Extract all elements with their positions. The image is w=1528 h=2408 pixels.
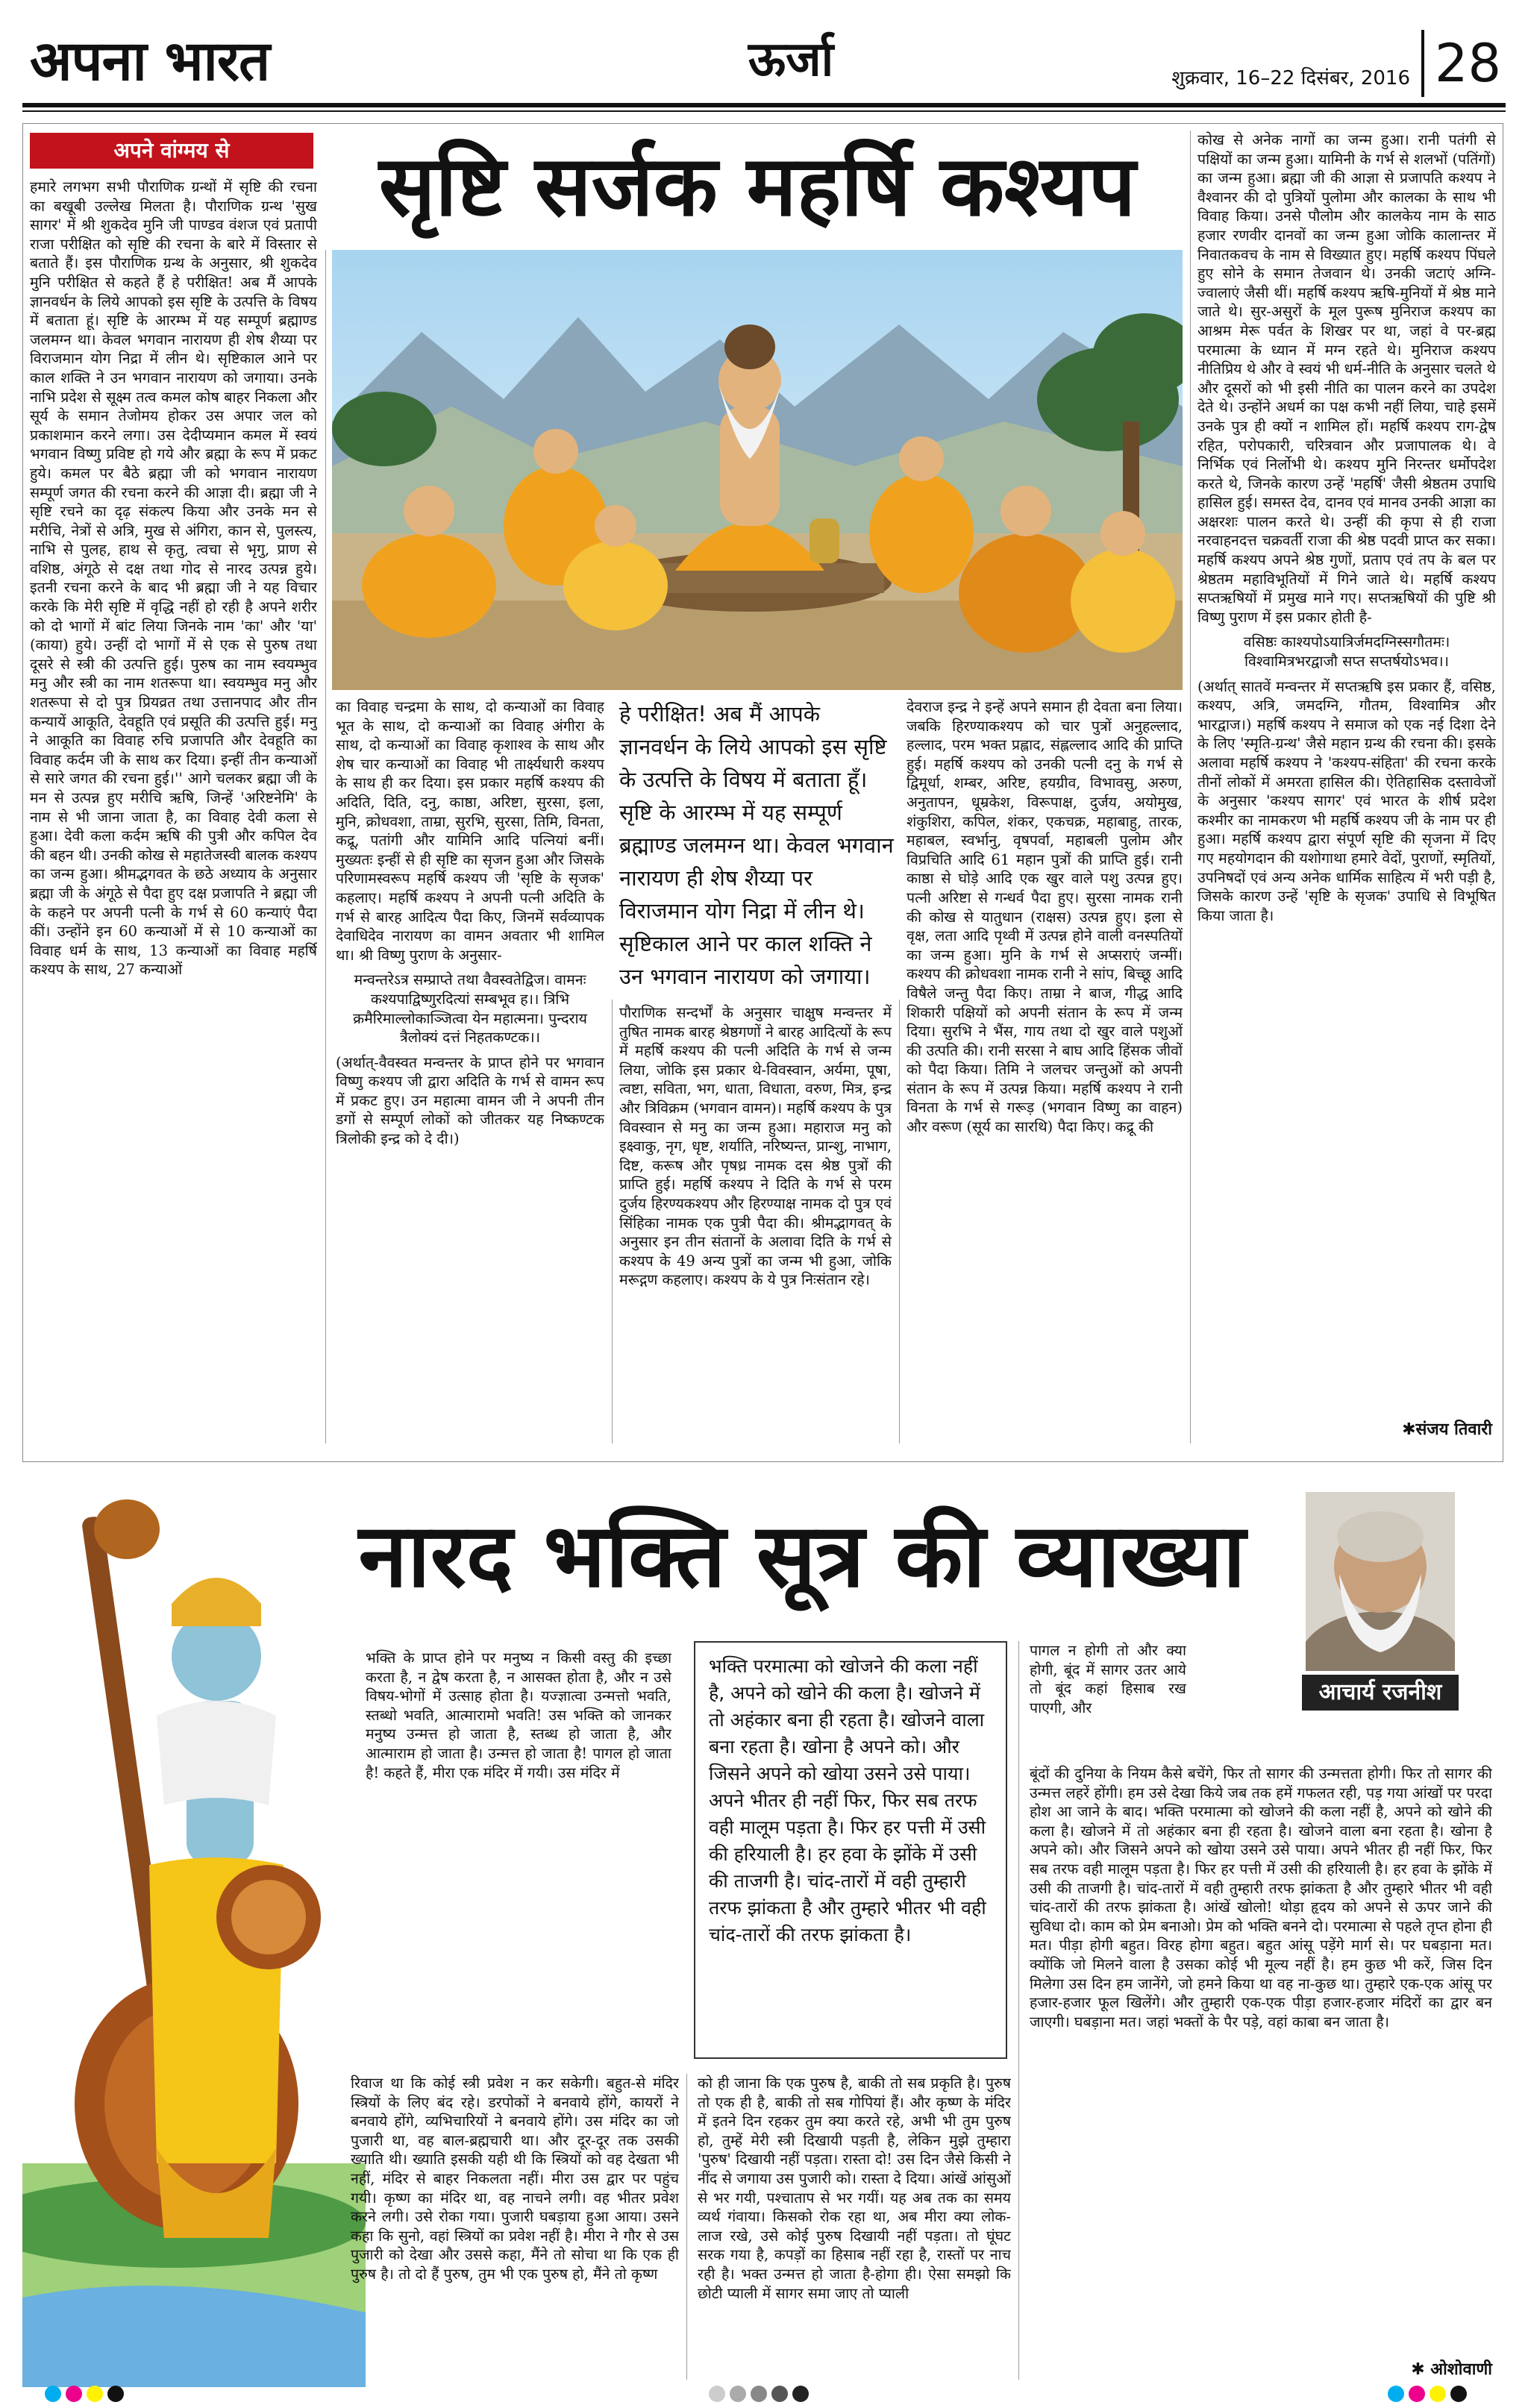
- article2-colC-top-text: पागल न होगी तो और क्या होगी, बूंद में सागर उतर आये तो बूंद कहां हिसाब रख पाएगी, और: [1030, 1642, 1186, 1716]
- article1-col2-verse: मन्वन्तरेऽत्र सम्प्राप्ते तथा वैवस्वतेद्विज। वामनः कश्यपाद्विष्णुरदित्यां सम्बभूव ह।। त्रिभि क्रमैरिमाल्लोकाञ्जित्वा येन महात्मना। पुन्दराय त्रैलोक्यं दत्तं निहतकण्टक।।: [353, 971, 587, 1047]
- article1-byline: ✱संजय तिवारी: [1402, 1420, 1492, 1439]
- article2-colB-text: को ही जाना कि एक पुरुष है, बाकी तो सब प्रकृति है। पुरुष तो एक ही है, बाकी तो सब गोपियां हैं। और कृष्ण के मंदिर में इतने दिन रहकर तुम क्या करते रहे, अभी भी तुम पुरुष हो, तुम्हें मेरी स्त्री दिखायी पड़ती है, लेकिन मुझे तुम्हारा 'पुरुष' दिखायी नहीं पड़ता। रास्ता दो! उस दिन जैसे किसी ने नींद से जगाया उस पुजारी को। रास्ता दे दिया। आंखें आंसुओं से भर गयी, पश्चाताप से भर गयीं। यह अब तक का समय व्यर्थ गंवाया। किसको रोक रहा था, अब मीरा क्या लोक-लाज रखे, उसे कोई पुरुष दिखायी नहीं पड़ता। तो घूंघट सरक गया है, कपड़ों का हिसाब नहीं रहा है, रास्तों पर नाच रही है। भक्त उन्मत्त हो जाता है-होगा ही। ऐसा समझो कि छोटी प्याली में सागर समा जाए तो प्याली: [698, 2075, 1011, 2302]
- column-rule: [325, 250, 326, 1443]
- header-rule: [22, 103, 1506, 107]
- article1-title: सृष्टि सर्जक महर्षि कश्यप: [378, 138, 1136, 235]
- article2-column-4: [698, 2074, 1011, 2380]
- article1-col5-text: कोख से अनेक नागों का जन्म हुआ। रानी पतंगी से पक्षियों का जन्म हुआ। यामिनी के गर्भ से शलभों (पतिंगों) का जन्म हुआ। ब्रह्मा जी की आज्ञा से प्रजापति कश्यप ने वैश्वानर की दो पुत्रियों पुलोमा और कालका के साथ भी विवाह किया। उनसे पौलोम और कालकेय नाम के साठ हजार रणवीर दानवों का जन्म हुआ जोकि कालान्तर में निवातकवच के नाम से विख्यात हुए। महर्षि कश्यप पिंघले हुए सोने के समान तेजवान थे। उनकी जटाएं अग्नि-ज्वालाएं जैसी थीं। महर्षि कश्यप ऋषि-मुनियों में श्रेष्ठ माने जाते थे। सुर-असुरों के मूल पुरूष मुनिराज कश्यप का आश्रम मेरू पर्वत के शिखर पर था, जहां वे पर-ब्रह्म परमात्मा के ध्यान में मग्न रहते थे। मुनिराज कश्यप नीतिप्रिय थे और वे स्वयं भी धर्म-नीति के अनुसार चलते थे और दूसरों को भी इसी नीति का पालन करने का उपदेश देते थे। उन्होंने अधर्म का पक्ष कभी नहीं लिया, चाहे इसमें उनके पुत्र ही क्यों न शामिल हों। महर्षि कश्यप राग-द्वेष रहित, परोपकारी, चरित्रवान और प्रजापालक थे। वे निर्भिक एवं निर्लोभी थे। कश्यप मुनि निरन्तर धर्मोपदेश करते थे, जिनके कारण उन्हें 'महर्षि' जैसी श्रेष्ठतम उपाधि हासिल हुई। समस्त देव, दानव एवं मानव उनकी आज्ञा का अक्षरशः पालन करते थे। उन्हीं की कृपा से ही राजा नरवाहनदत्त चक्रवर्ती राजा की श्रेष्ठ पदवी प्राप्त कर सका। महर्षि कश्यप अपने श्रेष्ठ गुणों, प्रताप एवं तप के बल पर श्रेष्ठतम महाविभूतियों में गिने जाते थे। महर्षि कश्यप सप्तऋषियों में प्रमुख माने गए। सप्तऋषियों की पुष्टि श्री विष्णु पुराण में इस प्रकार होती है-: [1197, 131, 1496, 626]
- article1-col1-text: हमारे लगभग सभी पौराणिक ग्रन्थों में सृष्टि की रचना का बखूबी उल्लेख मिलता है। पौराणिक ग्रन्थ 'सुख सागर' में श्री शुकदेव मुनि जी पाण्डव वंशज एवं प्रतापी राजा परीक्षित को सृष्टि की रचना के बारे में विस्तार से बताते हैं। इस पौराणिक ग्रन्थ के अनुसार, श्री शुकदेव मुनि परीक्षित से कहते हैं हे परीक्षित! अब मैं आपके ज्ञानवर्धन के लिये आपको इस सृष्टि के उत्पत्ति के विषय में बताता हूं। सृष्टि के आरम्भ में यह सम्पूर्ण ब्रह्माण्ड जलमग्न था। केवल भगवान नारायण ही शेष शैय्या पर विराजमान योग निद्रा में लीन थे। सृष्टिकाल आने पर काल शक्ति ने उन भगवान नारायण को जगाया। उनके नाभि प्रदेश से सूक्ष्म तत्व कमल कोष बाहर निकला और सूर्य के समान तेजोमय होकर उस अपार जल को प्रकाशमान करने लगा। उस देदीप्यमान कमल में स्वयं भगवान विष्णु प्रविष्ट हो गये और ब्रह्मा के रूप में प्रकट हुये। कमल पर बैठे ब्रह्मा जी को भगवान नारायण सम्पूर्ण जगत की रचना करने की आज्ञा दी। ब्रह्मा जी ने सृष्टि रचने का दृढ़ संकल्प किया और उनके मन से मरीचि, नेत्रों से अत्रि, मुख से अंगिरा, कान से, पुलस्त्य, नाभि से पुलह, हाथ से कृतु, त्वचा से भृगु, प्राण से वशिष्ठ, अंगूठे से दक्ष तथा गोद से नारद उत्पन्न हुये। इतनी रचना करने के बाद भी ब्रह्मा जी ने यह विचार करके कि मेरी सृष्टि में वृद्धि नहीं हो रही है अपने शरीर को दो भागों में बांट लिया जिनके नाम 'का' और 'या' (काया) हुये। उन्हीं दो भागों में से एक से पुरुष तथा दूसरे से स्त्री की उत्पत्ति हुई। पुरुष का नाम स्वयम्भुव मनु और स्त्री का नाम शतरूपा था। स्वयम्भुव मनु और शतरूपा से दो पुत्र प्रियव्रत तथा उत्तानपाद और तीन कन्यायें आकूति, देवहूति एवं प्रसूति की उत्पत्ति हुई। मनु ने आकूति का विवाह रुचि प्रजापति और देवहूति का विवाह कर्दम जी के साथ कर दिया। इन्हीं तीन कन्याओं से सारे जगत की रचना हुई।'' आगे चलकर ब्रह्मा जी के मन से उत्पन्न हुए मरीचि ऋषि, जिन्हें 'अरिष्टनेमि' के नाम से भी जाना जाता है, का विवाह देवी कला से हुआ। देवी कला कर्दम ऋषि की पुत्री और कपिल देव की बहन थी। उनकी कोख से महातेजस्वी बालक कश्यप का जन्म हुआ। श्रीमद्भगवत के छठे अध्याय के अनुसार ब्रह्मा जी के अंगूठे से पैदा हुए दक्ष प्रजापति ने ब्रह्मा जी के कहने पर अपनी पत्नी के गर्भ से 60 कन्याएं पैदा कीं। उन्होंने इन 60 कन्याओं में से 10 कन्याओं का विवाह धर्म के साथ, 13 कन्याओं का विवाह महर्षि कश्यप के साथ, 27 कन्याओं: [30, 178, 317, 979]
- article2-title: नारद भक्ति सूत्र की व्याख्या: [358, 1504, 1246, 1607]
- section-title: ऊर्जा: [748, 32, 834, 87]
- registration-marks: [45, 2386, 128, 2405]
- article2-column-5: [1030, 1764, 1492, 2354]
- article1-column-1: [30, 178, 317, 1446]
- author-name-tag: आचार्य रजनीश: [1302, 1675, 1459, 1711]
- page-number: 28: [1421, 30, 1517, 97]
- masthead-brand: अपना भारत: [30, 29, 270, 93]
- article1-col3-text: पौराणिक सन्दर्भों के अनुसार चाक्षुष मन्वन्तर में तुषित नामक बारह श्रेष्ठगणों ने बारह आदित्यों के रूप में महर्षि कश्यप की पत्नी अदिति के गर्भ से जन्म लिया, जोकि इस प्रकार थे-विवस्वान, अर्यमा, पूषा, त्वष्टा, सविता, भग, धाता, विधाता, वरुण, मित्र, इन्द्र और त्रिविक्रम (भगवान वामन)। महर्षि कश्यप के पुत्र विवस्वान से मनु का जन्म हुआ। महाराज मनु को इक्ष्वाकु, नृग, धृष्ट, शर्याति, नरिष्यन्त, प्रान्शु, नाभाग, दिष्ट, करूष और पृषध्र नामक दस श्रेष्ठ पुत्रों की प्राप्ति हुई। महर्षि कश्यप ने दिति के गर्भ से परम दुर्जय हिरण्यकश्यप और हिरण्याक्ष नामक दो पुत्र एवं सिंहिका नामक एक पुत्री पैदा की। श्रीमद्भागवत् के अनुसार इन तीन संतानों के अलावा दिति के गर्भ से कश्यप के 49 अन्य पुत्रों का जन्म भी हुआ, जोकि मरूद्गण कहलाए। कश्यप के ये पुत्र निःसंतान रहे।: [619, 1004, 892, 1289]
- article2-column-3-top: [1030, 1641, 1186, 1760]
- article2-colA2-text: रिवाज था कि कोई स्त्री प्रवेश न कर सकेगी। बहुत-से मंदिर स्त्रियों के लिए बंद रहे। डरपोकों ने बनवाये होंगे, कायरों ने बनवाये होंगे, व्यभिचारियों ने बनवाये होंगे। उस मंदिर का जो पुजारी था, वह बाल-ब्रह्मचारी था। और दूर-दूर तक उसकी ख्याति थी। ख्याति इसकी यही थी कि स्त्रियों को वह देखता भी नहीं, मंदिर से बाहर निकलता नहीं। मीरा उस द्वार पर पहुंच गयी। कृष्ण का मंदिर था, वह नाचने लगी। वह भीतर प्रवेश करने लगी। उसे रोका गया। पुजारी घबड़ाया हुआ आया। उसने कहा कि सुनो, वहां स्त्रियों का प्रवेश नहीं है। मीरा ने गौर से उस पुजारी को देखा और उससे कहा, मैंने तो सोचा था कि एक ही पुरुष है। तो दो हैं पुरुष, तुम भी एक पुरुष हो, मैंने तो कृष्ण: [351, 2075, 679, 2283]
- article1-column-2: [336, 697, 604, 1443]
- article1-kicker: अपने वांग्मय से: [30, 133, 313, 169]
- article1-col5-verse: वसिष्ठः काश्यपोऽयात्रिर्जमदग्निस्सगौतमः। विश्वामित्रभरद्वाजौ सप्त सप्तर्षयोऽभव।।: [1243, 633, 1450, 671]
- article2-pullquote: भक्ति परमात्मा को खोजने की कला नहीं है, अपने को खोने की कला है। खोजने में तो अहंकार बना ही रहता है। खोजने वाला बना रहता है। खोना है अपने को। और जिसने अपने को खोया उसने उसे पाया। अपने भीतर ही नहीं फिर, फिर सब तरफ वही मालूम पड़ता है। फिर हर पत्ती में उसी की हरियाली है। हर हवा के झोंके में उसी की ताजगी है। चांद-तारों में वही तुम्हारी तरफ झांकता है और तुम्हारे भीतर भी वही चांद-तारों की तरफ झांकता है।: [694, 1641, 1007, 2059]
- issue-date: शुक्रवार, 16–22 दिसंबर, 2016: [1171, 67, 1410, 90]
- article1-column-3: [619, 1003, 892, 1443]
- author-portrait: [1306, 1492, 1455, 1671]
- registration-marks: [1388, 2386, 1471, 2405]
- column-rule: [1018, 1641, 1019, 2380]
- article1-col2-text: का विवाह चन्द्रमा के साथ, दो कन्याओं का विवाह भूत के साथ, दो कन्याओं का विवाह अंगीरा के साथ, दो कन्याओं का विवाह कृशाश्व के साथ और शेष चार कन्याओं का विवाह भी तार्क्ष्यधारी कश्यप के साथ ही कर दिया। इस प्रकार महर्षि कश्यप की अदिति, दिति, दनु, काष्ठा, अरिष्टा, सुरसा, इला, मुनि, क्रोधवशा, ताम्रा, सुरभि, सुरसा, तिमि, विनता, कद्रू, पतांगी और यामिनि आदि पत्नियां बनीं। मुख्यतः इन्हीं से ही सृष्टि का सृजन हुआ और जिसके परिणामस्वरूप महर्षि कश्यप जी 'सृष्टि के सृजक' कहलाए। महर्षि कश्यप ने अपनी पत्नी अदिति के गर्भ से बारह आदित्य पैदा किए, जिनमें सर्वव्यापक देवाधिदेव नारायण का वामन अवतार भी शामिल था। श्री विष्णु पुराण के अनुसार-: [336, 698, 604, 964]
- column-rule: [686, 2074, 687, 2380]
- article1-col2-end: (अर्थात्-वैवस्वत मन्वन्तर के प्राप्त होने पर भगवान विष्णु कश्यप जी द्वारा अदिति के गर्भ से वामन रूप में प्रकट हुए। उन महात्मा वामन जी ने अपनी तीन डगों से सम्पूर्ण लोकों को जीतकर यह निष्कण्टक त्रिलोकी इन्द्र को दे दी।): [336, 1053, 604, 1148]
- column-rule: [899, 1000, 900, 1443]
- article1-col5-end: (अर्थात् सातवें मन्वन्तर में सप्तऋषि इस प्रकार हैं, वसिष्ठ, कश्यप, अत्रि, जमदग्नि, गौतम, विश्वामित्र और भारद्वाज।) महर्षि कश्यप ने समाज को एक नई दिशा देने के लिए 'स्मृति-ग्रन्थ' जैसे महान ग्रन्थ की रचना की। इसके अलावा महर्षि कश्यप ने 'कश्यप-संहिता' की रचना करके तीनों लोकों में अमरता हासिल की। ऐतिहासिक दस्तावेजों के अनुसार 'कश्यप सागर' एवं भारत के शीर्ष प्रदेश कश्मीर का नामकरण भी महर्षि कश्यप जी के नाम पर ही हुआ। महर्षि कश्यप द्वारा संपूर्ण सृष्टि की सृजना में दिए गए महयोगदान की यशोगाथा हमारे वेदों, पुराणों, स्मृतियों, उपनिषदों एवं अन्य अनेक धार्मिक साहित्य में भरी पड़ी है, जिसके कारण उन्हें 'सृष्टि के सृजक' उपाधि से विभूषित किया जाता है।: [1197, 677, 1496, 924]
- article1-col4-text: देवराज इन्द्र ने इन्हें अपने समान ही देवता बना लिया। जबकि हिरण्याकश्यप को चार पुत्रों अनुहल्लाद, हल्लाद, परम भक्त प्रह्लाद, संह्लल्लाद आदि की प्राप्ति हुई। महर्षि कश्यप को उनकी पत्नी दनु के गर्भ से द्विमूर्धा, शम्बर, अरिष्ट, हयग्रीव, विभावसु, अरुण, अनुतापन, धूम्रकेश, विरूपाक्ष, दुर्जय, अयोमुख, शंकुशिरा, कपिल, शंकर, एकचक्र, महाबाहु, तारक, महाबल, स्वर्भानु, वृषपर्वा, महाबली पुलोम और विप्रचिति आदि 61 महान पुत्रों की प्राप्ति हुई। रानी काष्ठा से घोड़े आदि एक खुर वाले पशु उत्पन्न हुए। पत्नी अरिष्टा से गन्धर्व पैदा हुए। सुरसा नामक रानी की कोख से यातुधान (राक्षस) उत्पन्न हुए। इला से वृक्ष, लता आदि पृथ्वी में उत्पन्न होने वाली वनस्पतियों का जन्म हुआ। मुनि के गर्भ से अप्सराएं जन्मीं। कश्यप की क्रोधवशा नामक रानी ने सांप, बिच्छू आदि विषैले जन्तु पैदा किए। ताम्रा ने बाज, गीद्ध आदि शिकारी पक्षियों को अपनी संतान के रूप में जन्म दिया। सुरभि ने भैंस, गाय तथा दो खुर वाले पशुओं की उत्पति की। रानी सरसा ने बाघ आदि हिंसक जीवों को पैदा किया। तिमि ने जलचर जन्तुओं को अपनी संतान के रूप में उत्पन्न किया। महर्षि कश्यप ने रानी विनता के गर्भ से गरूड़ (भगवान विष्णु का वाहन) और वरूण (सूर्य का सारथि) पैदा किए। कद्रू की: [907, 698, 1183, 1136]
- article2-colA-text: भक्ति के प्राप्त होने पर मनुष्य न किसी वस्तु की इच्छा करता है, न द्वेष करता है, न आसक्त होता है, और न उसे विषय-भोगों में उत्साह होता है। यज्ज्ञात्वा उन्मत्तो भवति, स्तब्धो भवति, आत्मारामो भवति! उस भक्ति को जानकर मनुष्य उन्मत्त हो जाता है, स्तब्ध हो जाता है, और आत्माराम हो जाता है। उन्मत्त हो जाता है! पागल हो जाता है! कहते हैं, मीरा एक मंदिर में गयी। उस मंदिर में: [366, 1649, 671, 1781]
- header-rule-thin: [22, 110, 1506, 112]
- article2-colC-text: बूंदों की दुनिया के नियम कैसे बचेंगे, फिर तो सागर की उन्मत्तता होगी। फिर तो सागर की उन्मत्त लहरें होंगी। हम उसे देखा किये जब तक हमें गफलत रही, पड़ गया आंखों पर परदा होश आ जाने के बाद। भक्ति परमात्मा को खोजने की कला नहीं है, अपने को खोने की कला है। खोजने में तो अहंकार बना ही रहता है। खोजने वाला बना रहता है। खोना है अपने को। और जिसने अपने को खोया उसने उसे पाया। अपने भीतर ही नहीं फिर, फिर सब तरफ वही मालूम पड़ता है। फिर हर पत्ती में उसी की हरियाली है। हर हवा के झोंके में उसी की ताजगी है। चांद-तारों में वही तुम्हारी तरफ झांकता है और तुम्हारे भीतर भी वही चांद-तारों की तरफ झांकता है। आंखें खोलो! थोड़ा हृदय को अपने से ऊपर जाने की सुविधा दो। काम को प्रेम बनाओ। प्रेम को भक्ति बनने दो। परमात्मा से पहले तृप्त होना ही मत। पीड़ा होगी बहुत। विरह होगा बहुत। बहुत आंसू पड़ेंगे मार्ग से। पर घबड़ाना मत। क्योंकि जो मिलने वाला है उसका कोई भी मूल्य नहीं है। हम कुछ भी करें, जिस दिन मिलेगा उस दिन हम जानेंगे, जो हमने किया था वह ना-कुछ था। तुम्हारे एक-एक आंसू पर हजार-हजार फूल खिलेंगे। और तुम्हारी एक-एक पीड़ा हजार-हजार मंदिरों का द्वार बन जाएगी। घबड़ाना मत। जहां भक्तों के पैर पड़े, वहां काबा बन जाता है।: [1030, 1765, 1492, 2031]
- article1-column-5: [1197, 131, 1496, 1414]
- article2-column-1: [366, 1649, 671, 2066]
- article2-byline: ✱ ओशोवाणी: [1411, 2360, 1492, 2379]
- article1-column-4: [907, 697, 1183, 1443]
- article2-column-2: [351, 2074, 679, 2380]
- column-rule: [612, 1000, 613, 1443]
- column-rule: [1190, 131, 1191, 1443]
- narada-illustration: [22, 1492, 366, 2387]
- kashyap-illustration: [332, 250, 1183, 690]
- registration-marks: [709, 2386, 813, 2405]
- article1-pullquote: हे परीक्षित! अब मैं आपके ज्ञानवर्धन के लिये आपको इस सृष्टि के उत्पत्ति के विषय में बताता हूँ। सृष्टि के आरम्भ में यह सम्पूर्ण ब्रह्माण्ड जलमग्न था। केवल भगवान नारायण ही शेष शैय्या पर विराजमान योग निद्रा में लीन थे। सृष्टिकाल आने पर काल शक्ति ने उन भगवान नारायण को जगाया।: [619, 701, 894, 989]
